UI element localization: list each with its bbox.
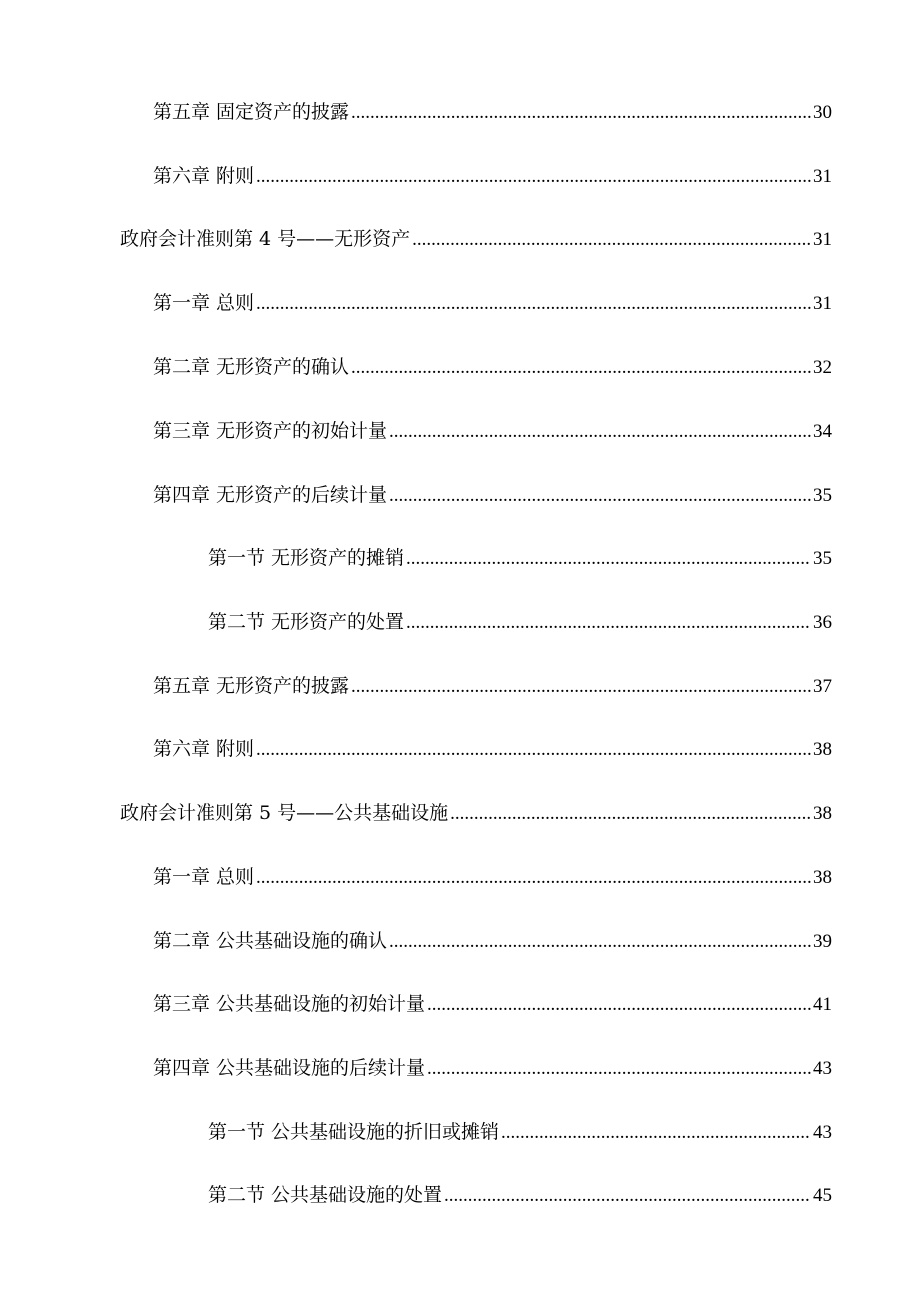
toc-dot-leader <box>389 927 811 957</box>
toc-entry[interactable] <box>153 734 832 764</box>
toc-entry[interactable] <box>120 798 832 828</box>
toc-dot-leader <box>389 417 811 447</box>
toc-entry[interactable] <box>208 607 832 637</box>
toc-entry-page: 38 <box>813 739 832 760</box>
toc-entry-page: 43 <box>813 1122 832 1143</box>
toc-entry-title: 第四章 无形资产的后续计量 <box>153 484 388 506</box>
toc-entry[interactable] <box>120 224 832 254</box>
toc-dot-leader <box>444 1181 811 1211</box>
toc-entry-page: 30 <box>813 102 832 123</box>
toc-entry-title: 第一章 总则 <box>153 292 255 314</box>
toc-entry[interactable] <box>208 543 832 573</box>
toc-entry-page: 36 <box>813 612 832 633</box>
toc-entry-title: 第一章 总则 <box>153 866 255 888</box>
toc-entry-title: 第二节 公共基础设施的处置 <box>208 1184 443 1206</box>
toc-entry-title: 政府会计准则第 4 号——无形资产 <box>120 228 411 250</box>
toc-dot-leader <box>450 799 811 829</box>
toc-dot-leader <box>351 98 811 128</box>
toc-dot-leader <box>351 353 811 383</box>
toc-dot-leader <box>427 990 811 1020</box>
toc-entry[interactable] <box>153 416 832 446</box>
toc-dot-leader <box>427 1054 811 1084</box>
toc-entry-title: 第三章 公共基础设施的初始计量 <box>153 993 426 1015</box>
toc-entry-page: 45 <box>813 1185 832 1206</box>
toc-entry-page: 43 <box>813 1058 832 1079</box>
toc-dot-leader <box>501 1118 811 1148</box>
toc-entry[interactable] <box>208 1180 832 1210</box>
toc-entry[interactable] <box>153 926 832 956</box>
toc-entry[interactable] <box>153 480 832 510</box>
toc-entry-title: 第六章 附则 <box>153 738 255 760</box>
toc-entry-page: 38 <box>813 867 832 888</box>
toc-entry-title: 第二章 无形资产的确认 <box>153 356 350 378</box>
toc-entry-page: 35 <box>813 548 832 569</box>
toc-dot-leader <box>256 289 811 319</box>
toc-entry-title: 第五章 无形资产的披露 <box>153 675 350 697</box>
toc-dot-leader <box>406 544 811 574</box>
toc-entry-title: 第一节 公共基础设施的折旧或摊销 <box>208 1121 500 1143</box>
toc-entry-title: 第一节 无形资产的摊销 <box>208 547 405 569</box>
toc-dot-leader <box>256 863 811 893</box>
toc-entry-title: 第六章 附则 <box>153 165 255 187</box>
toc-entry-page: 31 <box>813 293 832 314</box>
toc-entry-title: 第三章 无形资产的初始计量 <box>153 420 388 442</box>
toc-entry[interactable] <box>153 989 832 1019</box>
toc-entry-page: 32 <box>813 357 832 378</box>
toc-entry-title: 第五章 固定资产的披露 <box>153 101 350 123</box>
toc-entry-title: 第二章 公共基础设施的确认 <box>153 930 388 952</box>
toc-entry[interactable] <box>153 1053 832 1083</box>
toc-dot-leader <box>256 162 811 192</box>
toc-dot-leader <box>351 672 811 702</box>
toc-entry-page: 39 <box>813 931 832 952</box>
toc-entry[interactable] <box>153 161 832 191</box>
toc-dot-leader <box>389 481 811 511</box>
toc-entry[interactable] <box>153 288 832 318</box>
toc-entry-page: 37 <box>813 676 832 697</box>
toc-entry-page: 31 <box>813 166 832 187</box>
toc-entry-title: 第四章 公共基础设施的后续计量 <box>153 1057 426 1079</box>
toc-entry-page: 31 <box>813 229 832 250</box>
toc-entry-title: 第二节 无形资产的处置 <box>208 611 405 633</box>
toc-entry-title: 政府会计准则第 5 号——公共基础设施 <box>120 802 449 824</box>
toc-dot-leader <box>256 735 811 765</box>
toc-dot-leader <box>406 608 811 638</box>
toc-entry[interactable] <box>153 352 832 382</box>
toc-entry[interactable] <box>153 862 832 892</box>
toc-entry-page: 41 <box>813 994 832 1015</box>
toc-entry-page: 34 <box>813 421 832 442</box>
toc-entry[interactable] <box>208 1117 832 1147</box>
toc-entry[interactable] <box>153 671 832 701</box>
toc-dot-leader <box>412 225 811 255</box>
toc-entry[interactable] <box>153 97 832 127</box>
toc-entry-page: 35 <box>813 485 832 506</box>
toc-entry-page: 38 <box>813 803 832 824</box>
